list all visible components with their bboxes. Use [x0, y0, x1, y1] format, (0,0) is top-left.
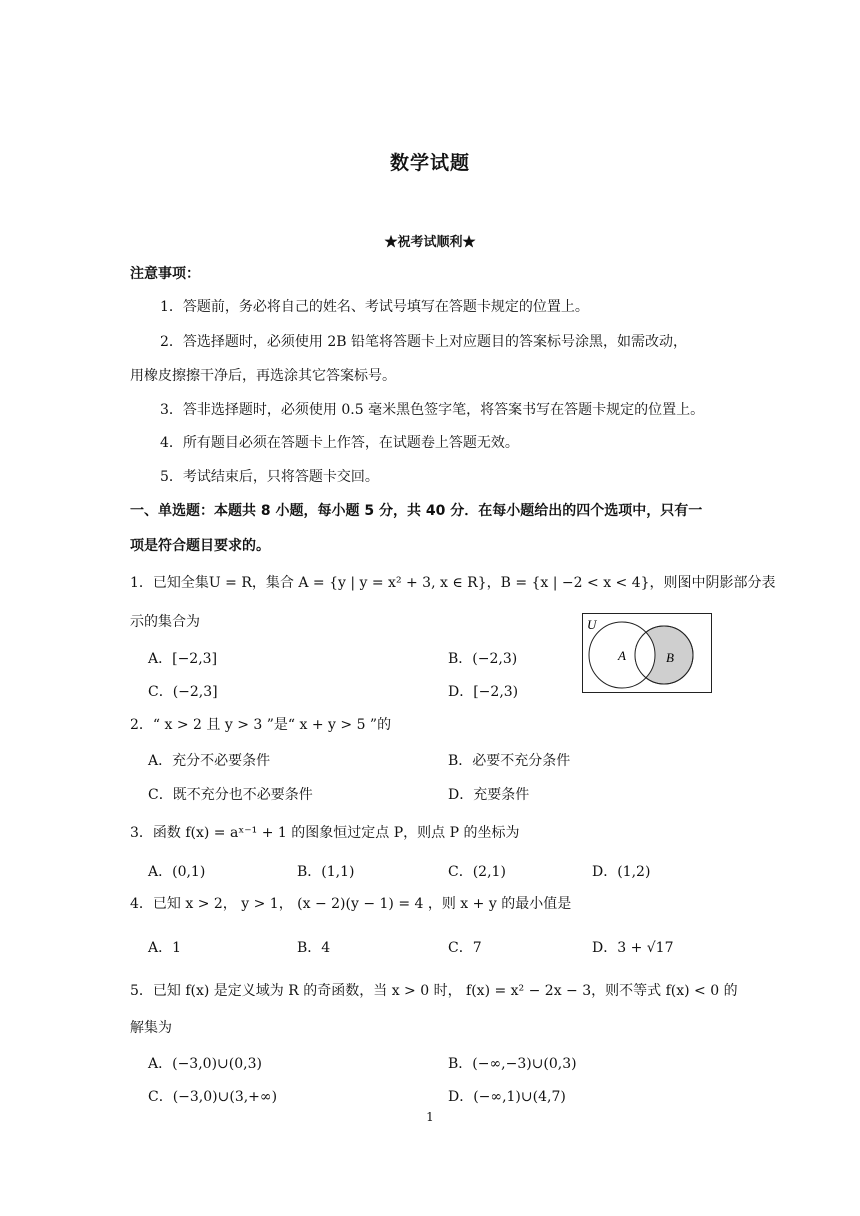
question-4-option-d: D．3 + √17	[592, 940, 674, 956]
question-1-option-c: C．(−2,3]	[148, 684, 218, 700]
question-4-option-a: A．1	[148, 940, 182, 956]
section-heading: 一、单选题：本题共 8 小题，每小题 5 分，共 40 分．在每小题给出的四个选项中，只有一	[130, 503, 703, 519]
venn-label-a: A	[618, 648, 626, 663]
page-number: 1	[426, 1110, 434, 1124]
question-2-option-c: C．既不充分也不必要条件	[148, 787, 313, 803]
question-5-stem: 5．已知 f(x) 是定义域为 R 的奇函数，当 x > 0 时， f(x) = x² − 2x − 3，则不等式 f(x) < 0 的	[130, 983, 738, 999]
question-2-option-a: A．充分不必要条件	[148, 753, 271, 769]
question-3-option-d: D．(1,2)	[592, 864, 651, 880]
notice-item: 4．所有题目必须在答题卡上作答，在试题卷上答题无效。	[160, 435, 519, 451]
notice-item: 5．考试结束后，只将答题卡交回。	[160, 469, 379, 485]
question-5-option-a: A．(−3,0)∪(0,3)	[148, 1056, 262, 1072]
question-3-option-b: B．(1,1)	[297, 864, 355, 880]
question-3-option-a: A．(0,1)	[148, 864, 206, 880]
venn-diagram	[582, 613, 712, 693]
page-title: 数学试题	[389, 152, 470, 174]
question-1-stem: 1．已知全集U = R，集合 A = {y | y = x² + 3, x ∈ R}，B = {x | −2 < x < 4}，则图中阴影部分表	[130, 575, 776, 591]
question-5-option-c: C．(−3,0)∪(3,+∞)	[148, 1089, 278, 1105]
question-2-stem: 2．“ x > 2 且 y > 3 ”是“ x + y > 5 ”的	[130, 717, 392, 733]
notice-item: 1．答题前，务必将自己的姓名、考试号填写在答题卡规定的位置上。	[160, 299, 589, 315]
question-4-stem: 4．已知 x > 2， y > 1， (x − 2)(y − 1) = 4 ，则 x + y 的最小值是	[130, 896, 572, 912]
notice-item: 用橡皮擦擦干净后，再选涂其它答案标号。	[130, 368, 396, 384]
question-3-option-c: C．(2,1)	[448, 864, 506, 880]
question-1-option-a: A．[−2,3]	[148, 651, 218, 667]
question-1-stem-cont: 示的集合为	[130, 614, 200, 630]
question-5-stem-cont: 解集为	[130, 1020, 172, 1036]
notice-heading: 注意事项：	[130, 266, 200, 282]
question-1-option-d: D．[−2,3)	[448, 684, 519, 700]
notice-item: 3．答非选择题时，必须使用 0.5 毫米黑色签字笔，将答案书写在答题卡规定的位置上。	[160, 402, 705, 418]
notice-item: 2．答选择题时，必须使用 2B 铅笔将答题卡上对应题目的答案标号涂黑，如需改动，	[160, 334, 688, 350]
question-5-option-d: D．(−∞,1)∪(4,7)	[448, 1089, 566, 1105]
question-2-option-b: B．必要不充分条件	[448, 753, 571, 769]
question-3-stem: 3．函数 f(x) = aˣ⁻¹ + 1 的图象恒过定点 P，则点 P 的坐标为	[130, 825, 520, 841]
question-4-option-b: B．4	[297, 940, 331, 956]
question-4-option-c: C．7	[448, 940, 482, 956]
question-1-option-b: B．(−2,3)	[448, 651, 518, 667]
good-luck-line: ★祝考试顺利★	[384, 235, 476, 250]
question-5-option-b: B．(−∞,−3)∪(0,3)	[448, 1056, 577, 1072]
venn-label-b: B	[666, 650, 674, 665]
question-2-option-d: D．充要条件	[448, 787, 530, 803]
venn-label-u: U	[587, 617, 597, 632]
section-heading-cont: 项是符合题目要求的。	[130, 538, 270, 554]
